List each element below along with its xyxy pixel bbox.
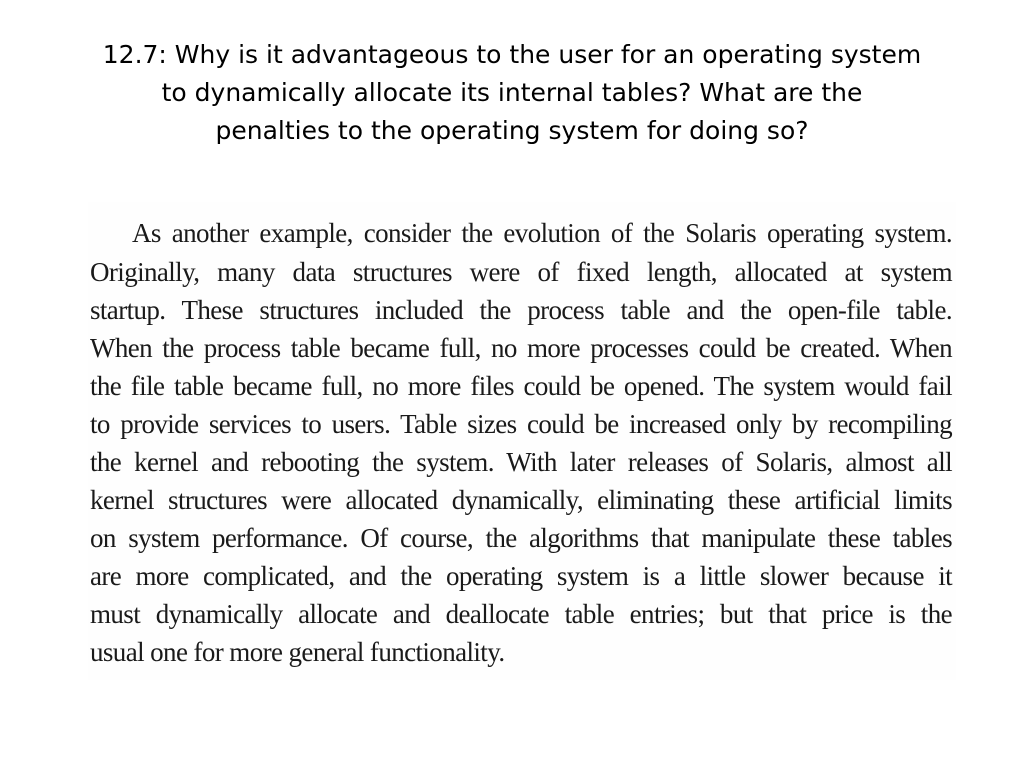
title-line: 12.7: Why is it advantageous to the user for an operating system xyxy=(102,40,922,69)
excerpt-line: the file table became full, no more files could be opened. The system would fail xyxy=(90,371,952,401)
excerpt-line: When the process table became full, no more processes could be created. When xyxy=(90,333,952,363)
excerpt-line: As another example, consider the evolution of the Solaris operating system. xyxy=(132,218,952,248)
excerpt-line: Originally, many data structures were of fixed length, allocated at system xyxy=(90,257,952,287)
question-title xyxy=(40,36,984,150)
excerpt-line: are more complicated, and the operating system is a little slower because it xyxy=(90,561,952,591)
excerpt-line: the kernel and rebooting the system. With later releases of Solaris, almost all xyxy=(90,447,952,477)
title-line: to dynamically allocate its internal tables? What are the xyxy=(161,78,863,107)
excerpt-line: usual one for more general functionality. xyxy=(90,637,505,667)
excerpt-line: kernel structures were allocated dynamically, eliminating these artificial limits xyxy=(90,485,952,515)
textbook-excerpt-image xyxy=(88,202,956,680)
excerpt-line: must dynamically allocate and deallocate table entries; but that price is the xyxy=(90,599,952,629)
title-line: penalties to the operating system for doing so? xyxy=(215,116,809,145)
excerpt-line: to provide services to users. Table sizes could be increased only by recompiling xyxy=(90,409,952,439)
excerpt-line: on system performance. Of course, the algorithms that manipulate these tables xyxy=(90,523,952,553)
excerpt-line: startup. These structures included the process table and the open-file table. xyxy=(90,295,952,325)
